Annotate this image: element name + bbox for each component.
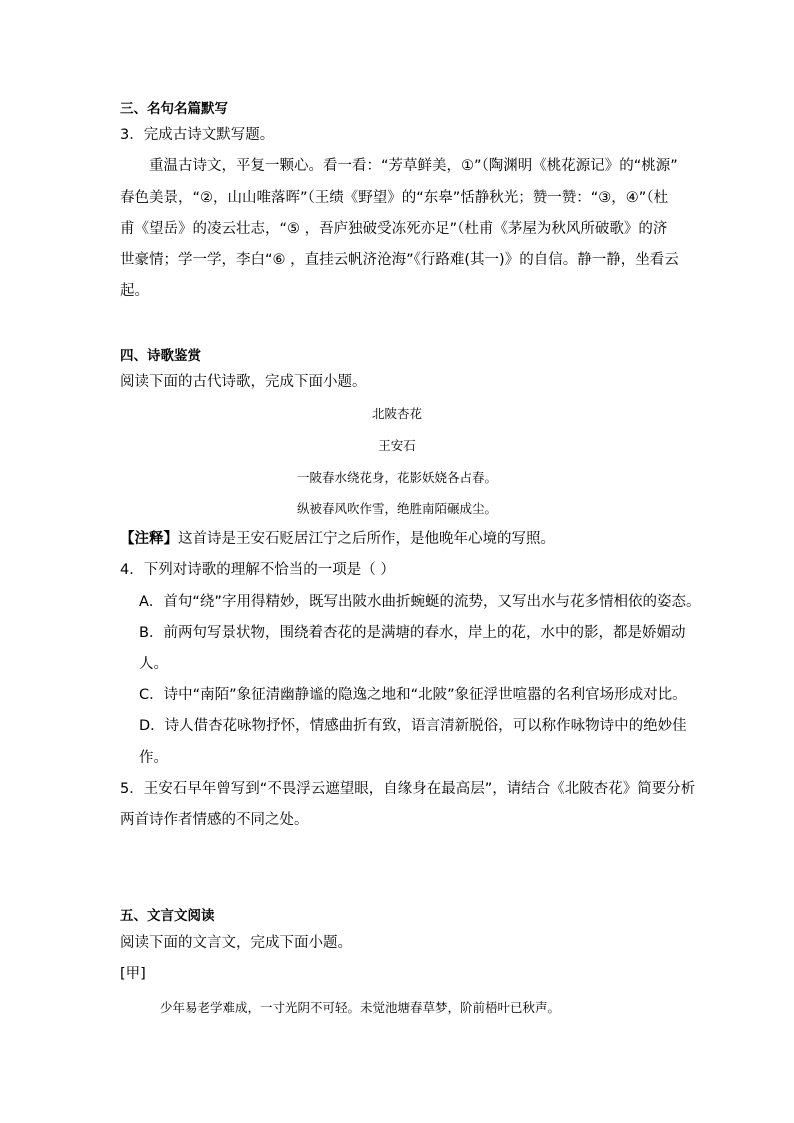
section-5-heading: 五、文言文阅读 [120, 908, 215, 924]
section-4-heading: 四、诗歌鉴赏 [120, 348, 201, 364]
note-label: 【注释】 [120, 531, 178, 547]
passage-line-3: 甫《望岳》的凌云壮志，“⑤ ，吾庐独破受冻死亦足”（杜甫《茅屋为秋风所破歌》的济 [120, 221, 668, 237]
section-4-intro: 阅读下面的古代诗歌，完成下面小题。 [120, 374, 367, 390]
option-c: C．诗中“南陌”象征清幽静谧的隐逸之地和“北陂”象征浮世喧嚣的名利官场形成对比。 [139, 687, 687, 703]
question-3: 3．完成古诗文默写题。 [120, 127, 275, 143]
option-b-line-2: 人。 [139, 656, 168, 672]
option-b-line-1: B．前两句写景状物，围绕着杏花的是满塘的春水，岸上的花，水中的影，都是娇媚动 [139, 625, 686, 641]
poem-author: 王安石 [378, 438, 416, 453]
classical-text: 少年易老学难成，一寸光阴不可轻。未觉池塘春草梦，阶前梧叶已秋声。 [160, 1000, 561, 1015]
question-5-line-1: 5．王安石早年曾写到“不畏浮云遮望眼，自缘身在最高层”，请结合《北陂杏花》简要分析 [120, 781, 696, 797]
option-d-line-2: 作。 [139, 750, 168, 766]
passage-line-5: 起。 [120, 283, 149, 299]
note-text: 这首诗是王安石贬居江宁之后所作，是他晚年心境的写照。 [178, 531, 555, 547]
option-d-line-1: D．诗人借杏花咏物抒怀，情感曲折有致，语言清新脱俗，可以称作咏物诗中的绝妙佳 [139, 718, 687, 734]
passage-line-1: 重温古诗文，平复一颗心。看一看：“芳草鲜美，①”（陶渊明《桃花源记》的“桃源” [149, 158, 678, 174]
passage-line-2: 春色美景，“②，山山唯落晖”（王绩《野望》的“东皋”恬静秋光；赞一赞：“③，④”（杜 [120, 190, 669, 206]
poem-title: 北陂杏花 [371, 406, 422, 421]
poem-line-1: 一陂春水绕花身，花影妖娆各占春。 [296, 470, 497, 485]
option-a: A．首句“绕”字用得精妙，既写出陂水曲折蜿蜒的流势，又写出水与花多情相依的姿态。 [139, 594, 701, 610]
poem-line-2: 纵被春风吹作雪，绝胜南陌碾成尘。 [296, 501, 497, 516]
section-5-intro: 阅读下面的文言文，完成下面小题。 [120, 935, 352, 951]
passage-line-4: 世豪情；学一学，李白“⑥ ，直挂云帆济沧海”《行路难(其一)》的自信。静一静，坐看云 [120, 252, 679, 268]
question-4: 4．下列对诗歌的理解不恰当的一项是（ ） [120, 562, 395, 578]
section-3-heading: 三、名句名篇默写 [120, 101, 228, 117]
question-5-line-2: 两首诗作者情感的不同之处。 [120, 812, 309, 828]
note [120, 529, 555, 549]
passage-label: [甲] [120, 966, 146, 982]
